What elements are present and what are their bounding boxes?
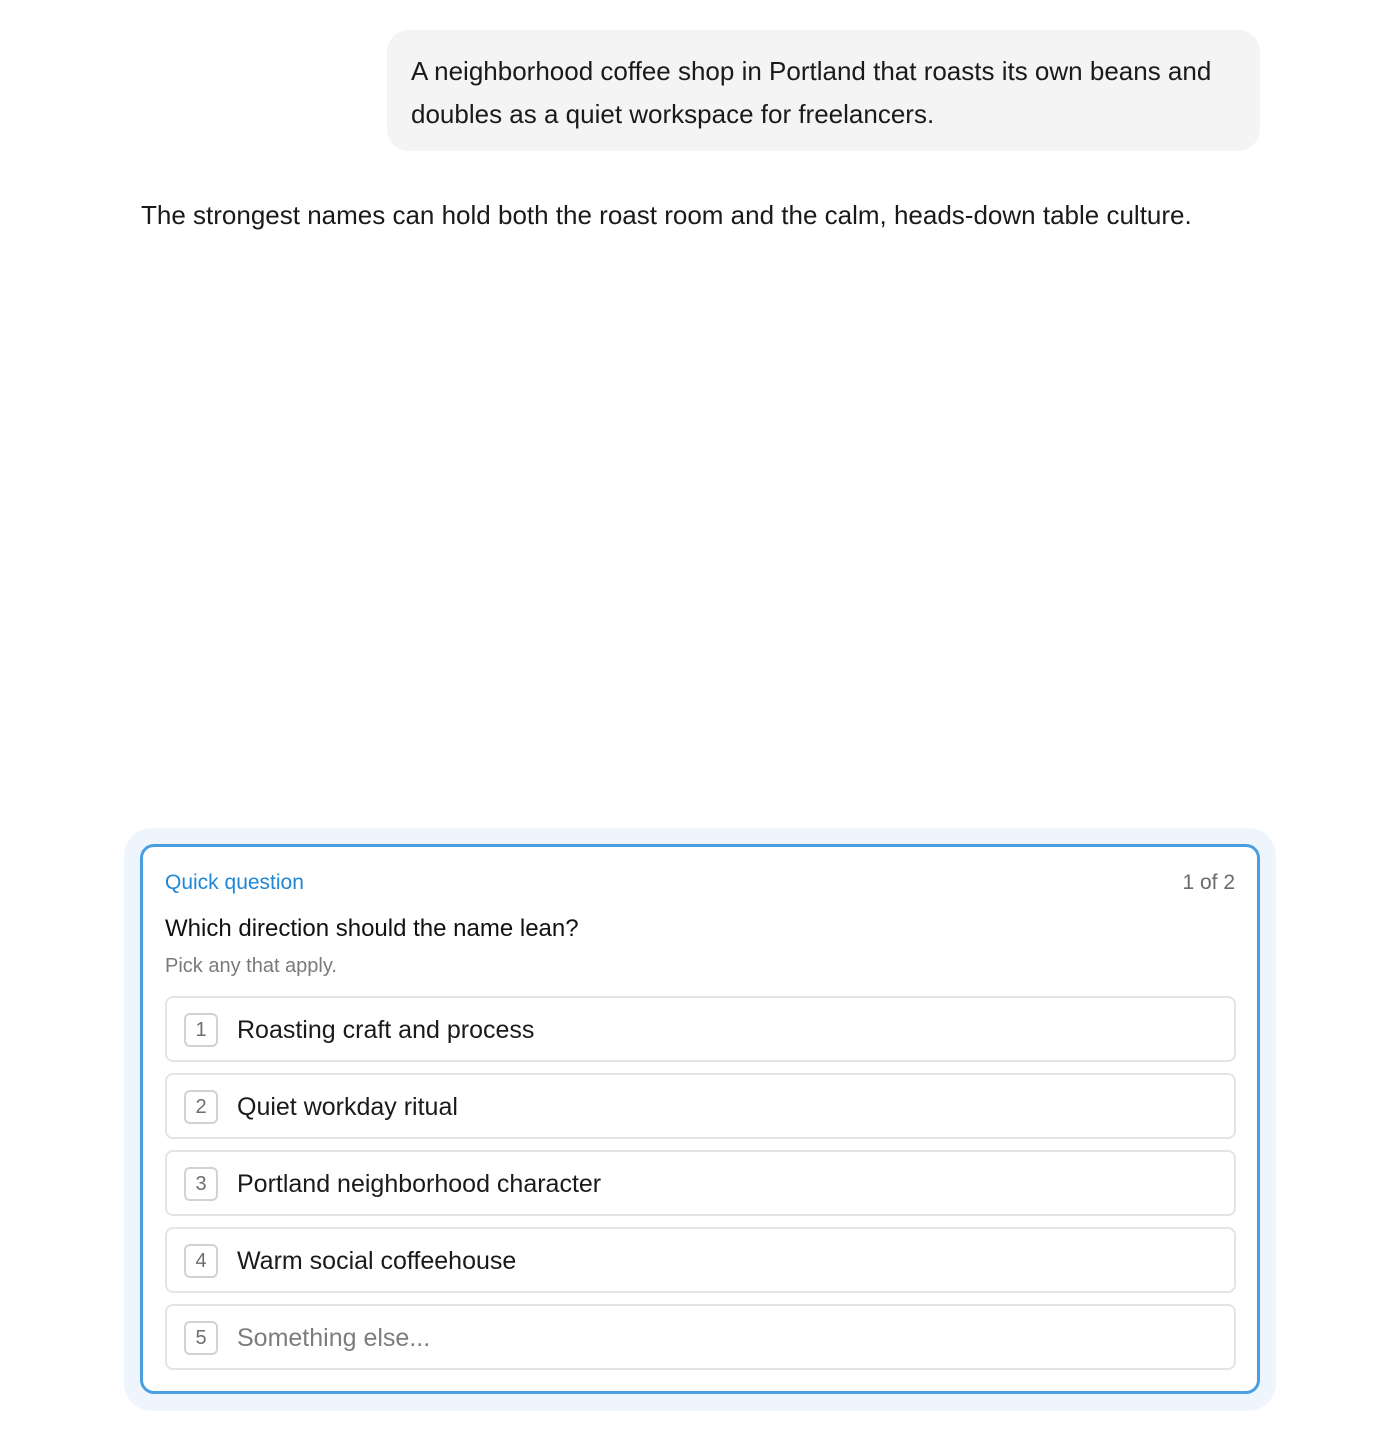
- question-title: Which direction should the name lean?: [165, 915, 579, 942]
- assistant-message: The strongest names can hold both the roast room and the calm, heads-down table culture.: [141, 200, 1192, 230]
- user-message-text: A neighborhood coffee shop in Portland that roasts its own beans and doubles as a quiet workspace for freelancers.: [411, 56, 1212, 129]
- option-portland-character[interactable]: [165, 1150, 1236, 1216]
- option-warm-social[interactable]: [165, 1227, 1236, 1293]
- option-number-badge: 4: [184, 1244, 218, 1278]
- option-roasting-craft[interactable]: [165, 996, 1236, 1062]
- option-label: Portland neighborhood character: [237, 1170, 602, 1198]
- question-counter: 1 of 2: [1182, 871, 1235, 894]
- option-something-else-input[interactable]: [165, 1304, 1236, 1370]
- option-label: Roasting craft and process: [237, 1016, 535, 1044]
- option-number-badge: 1: [184, 1013, 218, 1047]
- option-quiet-workday[interactable]: [165, 1073, 1236, 1139]
- option-label: Warm social coffeehouse: [237, 1247, 517, 1275]
- option-other-placeholder: Something else...: [237, 1324, 431, 1352]
- question-eyebrow: Quick question: [165, 871, 304, 894]
- option-number-badge: 5: [184, 1321, 218, 1355]
- option-number-badge: 2: [184, 1090, 218, 1124]
- question-subtitle: Pick any that apply.: [165, 955, 337, 977]
- question-card: [140, 844, 1260, 1394]
- option-label: Quiet workday ritual: [237, 1093, 458, 1121]
- options-list: [165, 996, 1236, 1381]
- user-message-bubble: [387, 30, 1260, 151]
- option-number-badge: 3: [184, 1167, 218, 1201]
